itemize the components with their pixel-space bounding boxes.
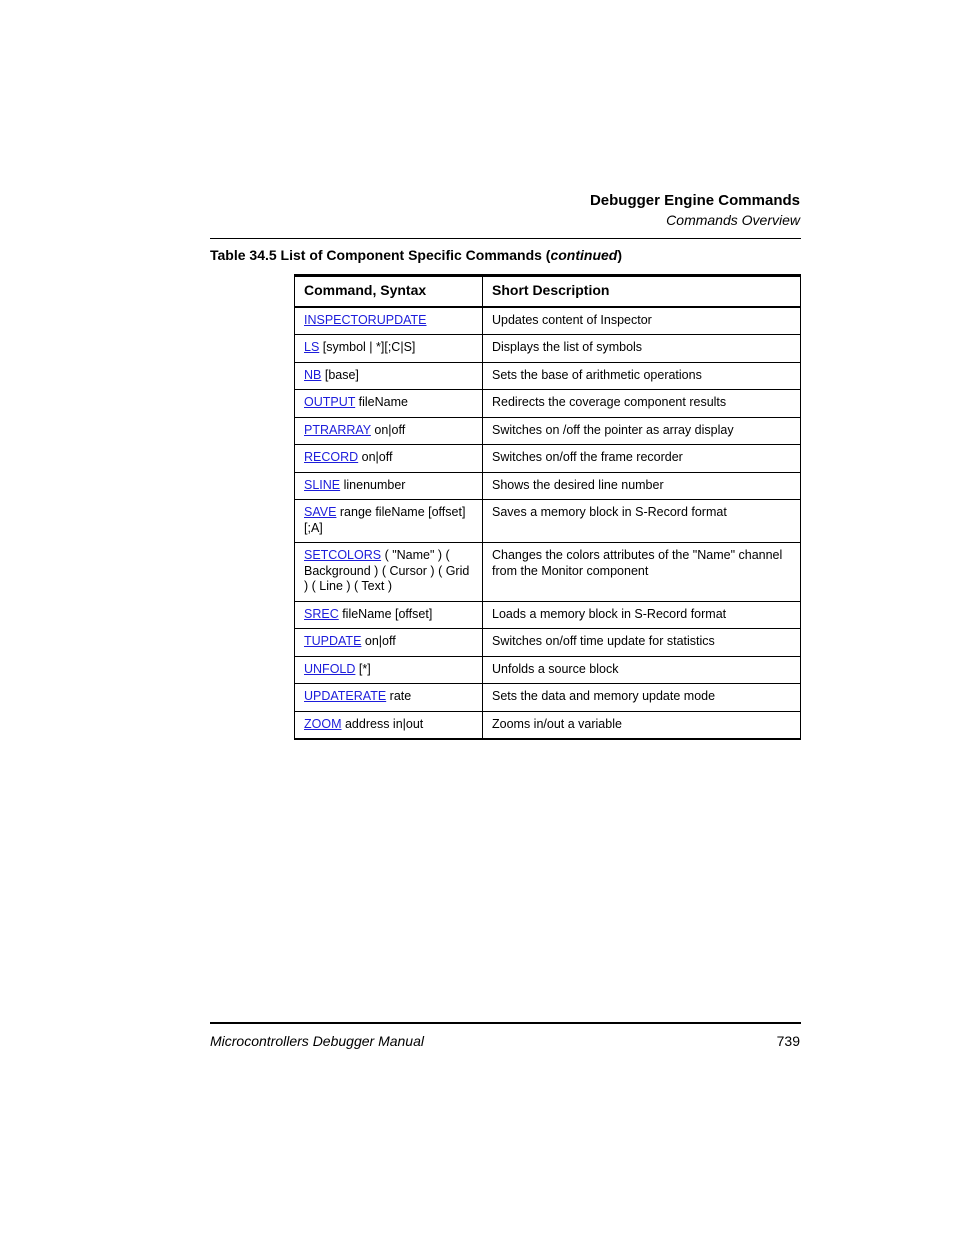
description-cell: Changes the colors attributes of the "Name" channel from the Monitor component (483, 543, 801, 602)
command-link[interactable]: ZOOM (304, 716, 342, 731)
description-cell: Shows the desired line number (483, 472, 801, 500)
command-link[interactable]: RECORD (304, 450, 359, 464)
command-link[interactable]: SREC (304, 606, 339, 621)
command-cell (295, 390, 483, 418)
command-cell (295, 307, 483, 335)
description-cell: Switches on/off the frame recorder (483, 445, 801, 473)
command-syntax: on|off (370, 422, 406, 437)
description-cell: Switches on/off time update for statistics (483, 629, 801, 657)
command-syntax: [base] (321, 367, 359, 382)
command-cell (295, 656, 483, 684)
command-syntax: fileName (355, 395, 408, 409)
table-row (295, 472, 801, 500)
command-syntax: ( "Name" ) ( Background ) ( Cursor ) ( Grid ) ( Line ) ( Text ) (304, 548, 470, 593)
table-row (295, 390, 801, 418)
description-cell: Loads a memory block in S-Record format (483, 601, 801, 629)
description-cell: Sets the data and memory update mode (483, 684, 801, 712)
command-cell (295, 684, 483, 712)
table-row (295, 543, 801, 602)
command-syntax: on|off (361, 634, 396, 648)
table-row (295, 629, 801, 657)
command-syntax: range fileName [offset][;A] (304, 505, 466, 535)
command-link[interactable]: LS (304, 340, 320, 354)
command-link[interactable]: SAVE (304, 505, 337, 519)
section-title: Commands Overview (666, 212, 800, 228)
command-link[interactable]: INSPECTORUPDATE (304, 312, 427, 327)
command-link[interactable]: SETCOLORS (304, 548, 382, 562)
caption-prefix: Table 34.5 List of Component Specific Commands ( (210, 247, 551, 263)
table-row (295, 500, 801, 543)
table-caption (210, 247, 622, 263)
command-syntax: rate (386, 689, 412, 703)
command-cell (295, 711, 483, 739)
command-syntax: linenumber (340, 477, 406, 492)
description-cell: Saves a memory block in S-Record format (483, 500, 801, 543)
command-syntax: address in|out (341, 716, 424, 731)
table-row (295, 684, 801, 712)
header-rule (210, 238, 801, 239)
footer-manual-title: Microcontrollers Debugger Manual (210, 1033, 424, 1049)
description-cell: Zooms in/out a variable (483, 711, 801, 739)
table-row (295, 362, 801, 390)
command-cell (295, 472, 483, 500)
command-cell (295, 500, 483, 543)
commands-table (294, 274, 801, 740)
command-cell (295, 362, 483, 390)
running-header (590, 191, 800, 229)
table-row (295, 335, 801, 363)
description-cell: Sets the base of arithmetic operations (483, 362, 801, 390)
command-syntax: [*] (355, 661, 371, 676)
command-link[interactable]: UNFOLD (304, 661, 356, 676)
page-number: 739 (776, 1033, 800, 1049)
caption-suffix: ) (617, 247, 623, 263)
table-row (295, 656, 801, 684)
command-cell (295, 629, 483, 657)
table-row (295, 445, 801, 473)
command-link[interactable]: PTRARRAY (304, 422, 371, 437)
command-link[interactable]: UPDATERATE (304, 689, 387, 703)
description-cell: Updates content of Inspector (483, 307, 801, 335)
column-header-command: Command, Syntax (295, 276, 483, 307)
command-link[interactable]: OUTPUT (304, 395, 356, 409)
table-row (295, 417, 801, 445)
description-cell: Unfolds a source block (483, 656, 801, 684)
command-syntax: [symbol | *][;C|S] (319, 340, 416, 354)
command-cell (295, 417, 483, 445)
command-syntax: fileName [offset] (338, 606, 433, 621)
command-syntax: on|off (358, 450, 393, 464)
chapter-title: Debugger Engine Commands (589, 192, 800, 209)
command-link[interactable]: NB (304, 367, 322, 382)
description-cell: Displays the list of symbols (483, 335, 801, 363)
command-cell (295, 445, 483, 473)
table-row (295, 601, 801, 629)
command-link[interactable]: TUPDATE (304, 634, 362, 648)
caption-continued: continued (550, 247, 618, 263)
table-row (295, 307, 801, 335)
footer-rule (210, 1022, 801, 1024)
command-cell (295, 601, 483, 629)
column-header-description: Short Description (483, 276, 801, 307)
description-cell: Switches on /off the pointer as array display (483, 417, 801, 445)
command-cell (295, 335, 483, 363)
table-row (295, 711, 801, 739)
table-header-row (295, 276, 801, 307)
command-link[interactable]: SLINE (304, 477, 341, 492)
description-cell: Redirects the coverage component results (483, 390, 801, 418)
command-cell (295, 543, 483, 602)
